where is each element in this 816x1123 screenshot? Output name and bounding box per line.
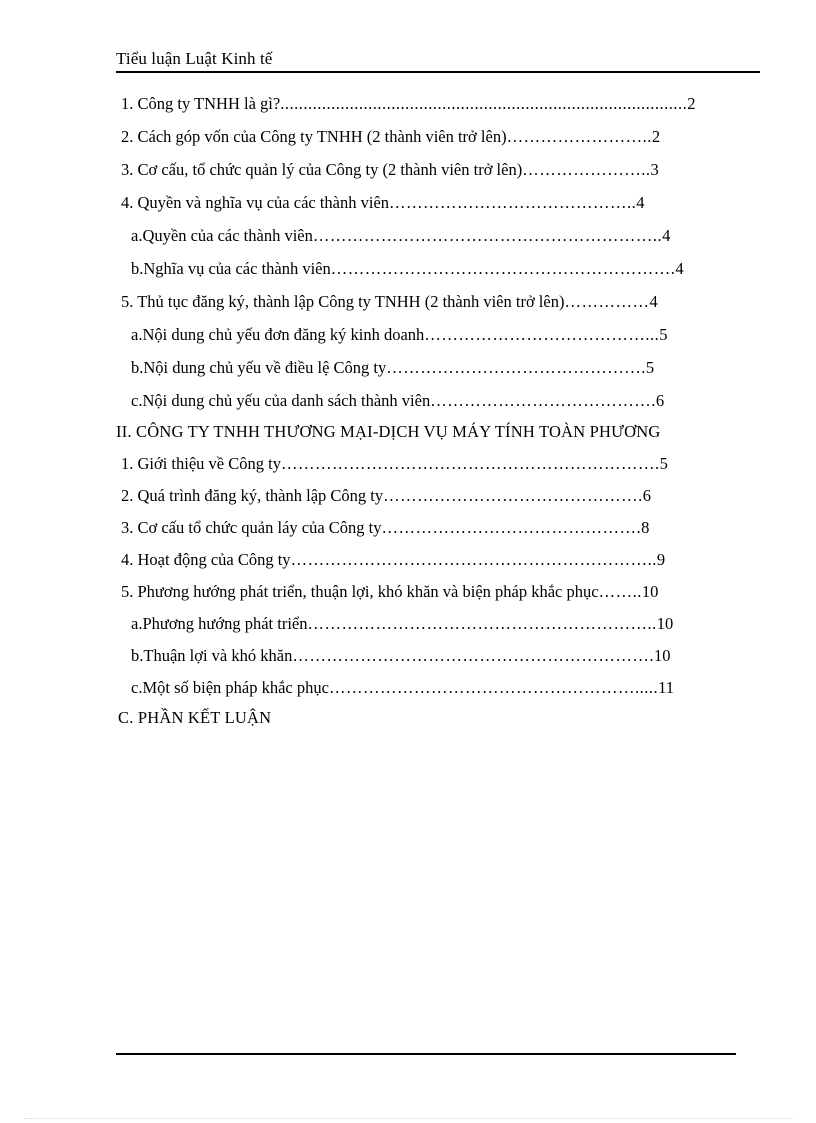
toc-entry-leader: ……………………………………….	[383, 486, 643, 505]
toc-entry-leader: ……………………………………….	[386, 358, 646, 377]
toc-entry-leader: ……………………………………………………….	[292, 646, 654, 665]
toc-entry-page: 11	[658, 678, 674, 697]
toc-entry-title: 4. Quyền và nghĩa vụ của các thành viên	[121, 193, 390, 212]
toc-entry-page: 4	[662, 226, 671, 245]
toc-entry-leader: ……………………………………..	[389, 193, 637, 212]
toc-entry-leader: ……………………..	[506, 127, 652, 146]
toc-entry[interactable]	[131, 389, 756, 413]
toc-entry-title: 2. Cách góp vốn của Công ty TNHH (2 thành viên trở lên)	[121, 127, 507, 146]
toc-entry-page: 4	[636, 193, 645, 212]
toc-entry-leader: ……………………………………….	[381, 518, 642, 537]
toc-entry[interactable]	[121, 580, 756, 604]
toc-section-title: II. CÔNG TY TNHH THƯƠNG MẠI-DỊCH VỤ MÁY TÍNH TOÀN PHƯƠNG	[116, 422, 661, 441]
toc-entry-leader: …………………………………………………….	[330, 259, 676, 278]
toc-entry-page: 5	[659, 325, 668, 344]
toc-entry[interactable]	[121, 548, 751, 572]
page-bottom-edge	[24, 1118, 794, 1119]
toc-entry-title: 1. Công ty TNHH là gì?	[121, 94, 281, 113]
footer-rule	[116, 1053, 736, 1055]
toc-entry[interactable]	[131, 356, 756, 380]
toc-entry-leader: ………………………………………………………….	[280, 454, 660, 473]
toc-entry-leader: …………………..	[522, 160, 651, 179]
header-rule	[116, 71, 760, 73]
toc-entry-leader: ........................................................................................	[280, 94, 688, 113]
toc-entry-title: a.Quyền của các thành viên	[131, 226, 313, 245]
toc-entry-title: 3. Cơ cấu, tổ chức quản lý của Công ty (2 thành viên trở lên)	[121, 160, 523, 179]
toc-entry-page: 6	[655, 391, 665, 410]
toc-entry[interactable]	[121, 484, 751, 508]
toc-entry-page: 4	[675, 259, 684, 278]
toc-entry-title: a.Nội dung chủ yếu đơn đăng ký kinh doanh	[131, 325, 425, 344]
toc-section-heading[interactable]	[116, 420, 766, 444]
toc-entry[interactable]	[131, 257, 756, 281]
toc-entry-title: b.Thuận lợi và khó khăn	[131, 646, 293, 665]
toc-entry[interactable]	[121, 452, 751, 476]
toc-entry-title: 3. Cơ cấu tổ chức quản láy của Công ty	[121, 518, 382, 537]
toc-entry[interactable]	[121, 191, 756, 215]
toc-entry-page: 10	[656, 614, 674, 633]
toc-entry[interactable]	[131, 323, 756, 347]
toc-entry-page: 4	[649, 292, 658, 311]
toc-entry-page: 10	[653, 646, 671, 665]
toc-entry-leader: ……………………………………………………..	[307, 614, 657, 633]
toc-entry[interactable]	[131, 644, 756, 668]
toc-entry-page: 5	[645, 358, 655, 377]
toc-entry-title: 2. Quá trình đăng ký, thành lập Công ty	[121, 486, 384, 505]
toc-entry[interactable]	[121, 125, 751, 149]
document-title: Tiểu luận Luật Kinh tế	[116, 49, 273, 68]
toc-entry-page: 6	[642, 486, 652, 505]
toc-section-title: C. PHẦN KẾT LUẬN	[118, 708, 272, 727]
toc-entry-leader: ……………………………………………….....	[328, 678, 659, 697]
toc-entry-title: a.Phương hướng phát triển	[131, 614, 308, 633]
toc-entry-leader: ……………………………………………………..	[312, 226, 663, 245]
toc-entry-page: 2	[651, 127, 661, 146]
toc-entry[interactable]	[121, 516, 751, 540]
toc-entry-title: 5. Phương hướng phát triển, thuận lợi, khó khăn và biện pháp khắc phục	[121, 582, 599, 601]
toc-entry-page: 5	[659, 454, 668, 473]
toc-entry[interactable]	[121, 158, 761, 182]
toc-entry-title: 5. Thủ tục đăng ký, thành lập Công ty TNHH (2 thành viên trở lên)	[121, 292, 565, 311]
toc-entry-leader: …………………………………...	[424, 325, 660, 344]
toc-entry[interactable]	[131, 612, 756, 636]
toc-entry[interactable]	[121, 92, 751, 116]
toc-entry-title: b.Nghĩa vụ của các thành viên	[131, 259, 331, 278]
toc-section-heading[interactable]	[118, 706, 518, 730]
toc-entry-leader: ………………………………………………………..	[290, 550, 657, 569]
toc-entry-leader: ……..	[598, 582, 642, 601]
toc-entry[interactable]	[121, 290, 756, 314]
toc-entry-page: 8	[641, 518, 650, 537]
toc-entry-leader: ………………………………….	[430, 391, 656, 410]
toc-entry-title: c.Nội dung chủ yếu của danh sách thành viên	[131, 391, 431, 410]
toc-entry-title: b.Nội dung chủ yếu về điều lệ Công ty	[131, 358, 387, 377]
toc-entry-page: 3	[650, 160, 659, 179]
toc-entry[interactable]	[131, 676, 756, 700]
toc-entry-leader: ……………	[564, 292, 650, 311]
toc-entry-title: c.Một số biện pháp khắc phục	[131, 678, 329, 697]
toc-entry-page: 9	[656, 550, 666, 569]
toc-entry[interactable]	[131, 224, 756, 248]
toc-entry-title: 1. Giới thiệu về Công ty	[121, 454, 281, 473]
toc-entry-page: 10	[641, 582, 659, 601]
toc-entry-page: 2	[687, 94, 696, 113]
toc-entry-title: 4. Hoạt động của Công ty	[121, 550, 291, 569]
